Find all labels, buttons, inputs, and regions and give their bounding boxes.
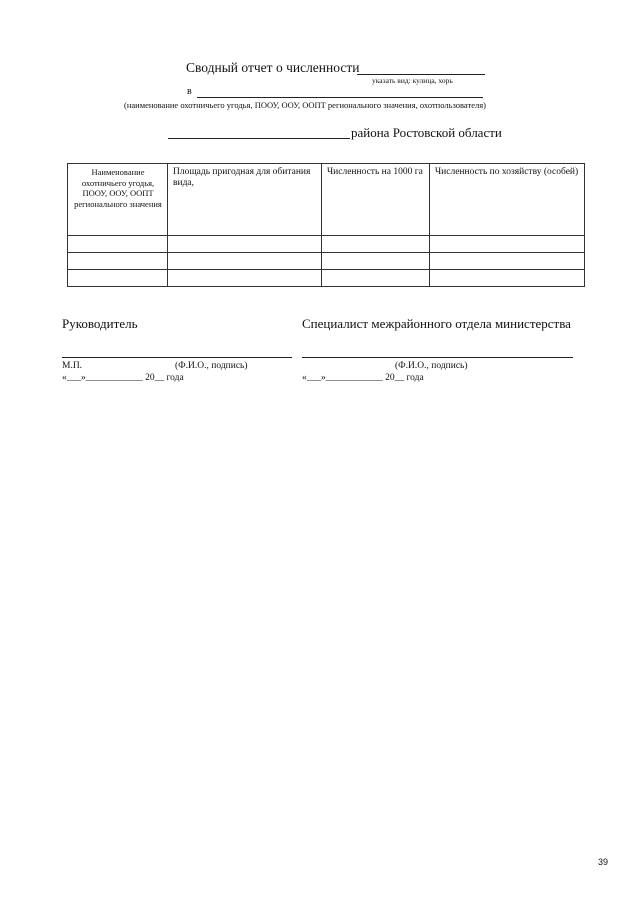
head-signature-title: Руководитель — [62, 316, 138, 331]
table-cell[interactable] — [168, 236, 322, 253]
table-row — [68, 253, 585, 270]
column-header-total: Численность по хозяйству (особей) — [430, 164, 585, 236]
report-title: Сводный отчет о численности — [186, 60, 360, 75]
district-label: района Ростовской области — [351, 125, 502, 140]
in-label: в — [187, 86, 192, 97]
entity-hint: (наименование охотничьего угодья, ПООУ, ООУ, ООПТ регионального значения, охотпользователя) — [124, 100, 486, 110]
table-cell[interactable] — [168, 270, 322, 287]
table-row — [68, 270, 585, 287]
column-header-density: Численность на 1000 га — [322, 164, 430, 236]
species-hint: указать вид: кулица, хорь — [372, 76, 453, 85]
table-cell[interactable] — [322, 253, 430, 270]
table-header-row — [68, 164, 585, 236]
district-blank-line — [168, 138, 350, 139]
head-fio-caption: (Ф.И.О., подпись) — [175, 361, 248, 371]
table-cell[interactable] — [322, 270, 430, 287]
table-cell[interactable] — [168, 253, 322, 270]
specialist-date-line: «___»____________ 20__ года — [302, 373, 424, 383]
page-number: 39 — [598, 857, 609, 867]
table-row — [68, 236, 585, 253]
table-cell[interactable] — [68, 236, 168, 253]
table-cell[interactable] — [430, 236, 585, 253]
column-header-name: Наименование охотничьего угодья, ПООУ, ООУ, ООПТ регионального значения — [68, 164, 168, 236]
specialist-signature-line — [302, 357, 573, 358]
table-cell[interactable] — [68, 270, 168, 287]
head-date-line: «___»____________ 20__ года — [62, 373, 184, 383]
column-header-area: Площадь пригодная для обитания вида, — [168, 164, 322, 236]
table-cell[interactable] — [68, 253, 168, 270]
table-cell[interactable] — [430, 270, 585, 287]
stamp-place-label: М.П. — [62, 361, 83, 371]
specialist-signature-title: Специалист межрайонного отдела министерства — [302, 316, 571, 331]
table-cell[interactable] — [322, 236, 430, 253]
report-table — [67, 163, 585, 287]
head-signature-line — [62, 357, 292, 358]
entity-blank-line — [197, 97, 483, 98]
table-cell[interactable] — [430, 253, 585, 270]
specialist-fio-caption: (Ф.И.О., подпись) — [395, 361, 468, 371]
species-blank-line — [357, 74, 485, 75]
